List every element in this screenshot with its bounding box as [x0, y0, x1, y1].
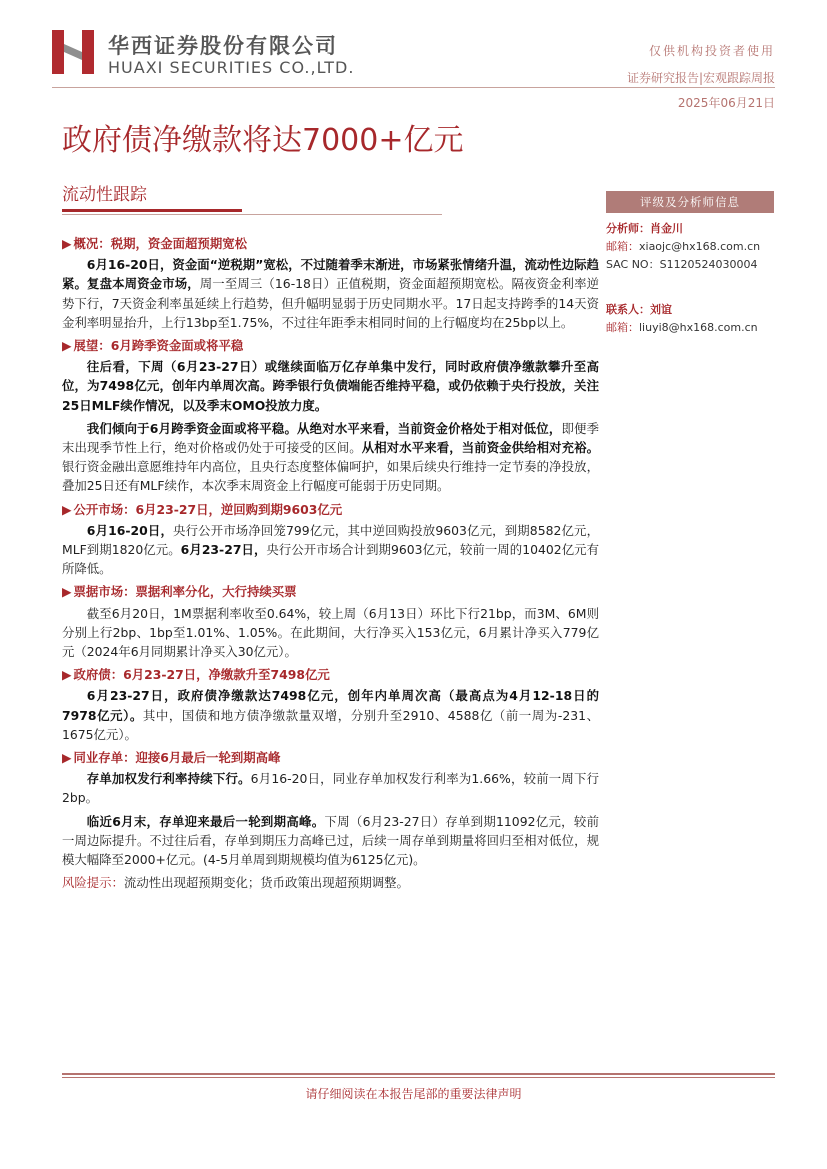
section-heading: ▶ 概况：税期，资金面超预期宽松	[62, 234, 599, 253]
triangle-bullet-icon: ▶	[62, 501, 72, 517]
contact-name: 联系人：刘谊	[606, 303, 672, 316]
report-date: 2025年06月21日	[677, 96, 775, 110]
triangle-bullet-icon: ▶	[62, 667, 72, 683]
section-heading: ▶ 展望：6月跨季资金面或将平稳	[62, 336, 599, 355]
contact-email: 邮箱：liuyi8@hx168.com.cn	[606, 321, 758, 334]
section-heading: ▶ 政府债：6月23-27日，净缴款升至7498亿元	[62, 665, 599, 684]
audience-note: 仅供机构投资者使用	[648, 44, 775, 58]
paragraph: 往后看，下周（6月23-27日）或继续面临万亿存单集中发行，同时政府债净缴款攀升至高位，为7498亿元，创年内单周次高。跨季银行负债端能否维持平稳，或仍依赖于央行投放，关注25日MLF续作情况，以及季末OMO投放力度。	[62, 359, 599, 413]
footer-divider-thin	[62, 1077, 775, 1078]
paragraph: 截至6月20日，1M票据利率收至0.64%，较上周（6月13日）环比下行21bp，而3M、6M则分别上行2bp、1bp至1.01%、1.05%。在此期间，大行净买入153亿元，6月累计净买入779亿元（2024年6月同期累计净买入30亿元）。	[62, 605, 599, 660]
company-name-en: HUAXI SECURITIES CO.,LTD.	[108, 58, 355, 77]
report-subtitle: 流动性跟踪	[62, 185, 147, 205]
section-heading: ▶ 公开市场：6月23-27日，逆回购到期9603亿元	[62, 500, 599, 519]
page-title: 政府债净缴款将达7000+亿元	[62, 123, 464, 158]
analyst-name: 分析师：肖金川	[606, 222, 683, 235]
triangle-bullet-icon: ▶	[62, 236, 72, 251]
analyst-email: 邮箱：xiaojc@hx168.com.cn	[606, 240, 761, 253]
paragraph: 6月16-20日，资金面“逆税期”宽松，不过随着季末渐进，市场紧张情绪升温，流动性边际趋紧。复盘本周资金市场，周一至周三（16-18日）正值税期，资金面超预期宽松。隔夜资金利率逆势下行，7天资金利率虽延续上行趋势，但升幅明显弱于历史同期水平。17日起支持跨季的14天资金利率明显抬升，上行13bp至1.75%，不过往年距季末相同时间的上行幅度均在25bp以上。	[62, 257, 599, 330]
paragraph: 我们倾向于6月跨季资金面或将平稳。从绝对水平来看，当前资金价格处于相对低位，即便季末出现季节性上行，绝对价格或仍处于可接受的区间。从相对水平来看，当前资金供给相对充裕。银行资金融出意愿维持年内高位，且央行态度整体偏呵护，如果后续央行维持一定节奏的净投放，叠加25日还有MLF续作，本次季末周资金上行幅度可能弱于历史同期。	[62, 420, 600, 494]
triangle-bullet-icon: ▶	[62, 584, 72, 600]
subtitle-rule	[62, 214, 442, 215]
huaxi-logo-icon	[52, 30, 96, 74]
analyst-sidebar	[606, 191, 774, 335]
risk-note: 风险提示：流动性出现超预期变化；货币政策出现超预期调整。	[62, 875, 409, 891]
paragraph: 6月16-20日，央行公开市场净回笼799亿元，其中逆回购投放9603亿元，到期8582亿元，MLF到期1820亿元。6月23-27日，央行公开市场合计到期9603亿元，较前一周的10402亿元有所降低。	[62, 522, 600, 577]
paragraph: 临近6月末，存单迎来最后一轮到期高峰。下周（6月23-27日）存单到期11092亿元，较前一周边际提升。不过往后看，存单到期压力高峰已过，后续一周存单到期量将回归至相对低位，规模大幅降至2000+亿元。(4-5月单周到期规模均值为6125亿元)。	[62, 813, 599, 868]
header-divider	[52, 87, 775, 88]
subtitle-underline	[62, 209, 242, 212]
company-name-cn: 华西证券股份有限公司	[108, 34, 338, 58]
triangle-bullet-icon: ▶	[62, 338, 72, 354]
footer-divider	[62, 1073, 775, 1075]
triangle-bullet-icon: ▶	[62, 750, 72, 766]
section-heading: ▶ 票据市场：票据利率分化，大行持续买票	[62, 582, 599, 601]
legal-notice: 请仔细阅读在本报告尾部的重要法律声明	[305, 1087, 522, 1101]
sidebar-title: 评级及分析师信息	[606, 191, 774, 213]
paragraph: 6月23-27日，政府债净缴款达7498亿元，创年内单周次高（最高点为4月12-18日的7978亿元）。其中，国债和地方债净缴款量双增，分别升至2910、4588亿（前一周为-231、1675亿元）。	[62, 688, 599, 742]
analyst-sac: SAC NO：S1120524030004	[606, 258, 758, 271]
report-type: 证券研究报告|宏观跟踪周报	[626, 71, 775, 85]
report-body	[62, 230, 599, 893]
section-heading: ▶ 同业存单：迎接6月最后一轮到期高峰	[62, 748, 599, 767]
paragraph: 存单加权发行利率持续下行。6月16-20日，同业存单加权发行利率为1.66%，较前一周下行2bp。	[62, 771, 600, 806]
